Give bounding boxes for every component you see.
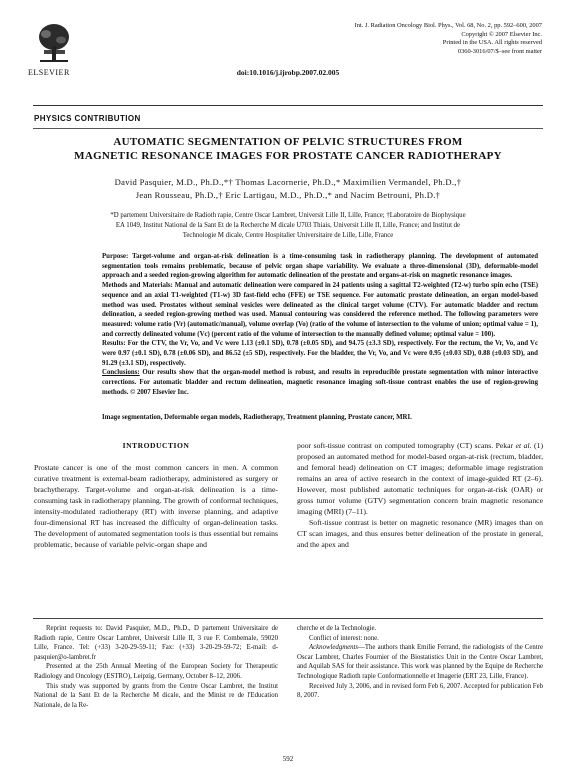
section-label: PHYSICS CONTRIBUTION: [34, 114, 141, 123]
title-line-1: AUTOMATIC SEGMENTATION OF PELVIC STRUCTURES FROM: [113, 136, 463, 148]
affiliation-line-1: *D partement Universitaire de Radioth rapie, Centre Oscar Lambret, Universit Lille II, Lille, France; †Laboratoire de Biophysique: [110, 212, 466, 219]
conflict-note: Conflict of interest: none.: [309, 634, 379, 642]
received-note: Received July 3, 2006, and in revised form Feb 6, 2007. Accepted for publication Feb 8, 2007.: [297, 682, 543, 700]
affiliation-line-2: EA 1049, Institut National de la Sant Et de la Recherche M dicale U703 Thiais, Universit Lille II, Lille, France; and Institut de: [115, 221, 461, 229]
abstract: [102, 252, 538, 398]
body-text-cont: (1) proposed an automated method for model-based organ-at-risk (rectum, bladder, and femoral head) delineation on CT images; deformable image registration remains an area of active research in the context of image-guided RT (2–6). However, most published automatic techniques for organ-at-risk (OAR) or gross tumor volume (GTV) segmentation concern brain magnetic resonance imaging (MRI) (7–11).: [297, 441, 544, 516]
affiliations: [44, 211, 532, 240]
ack-text: —The authors thank Emilie Ferrand, the radiologists of the Centre Oscar Lambret, Charles Fournier of the Biostatistics Unit in the Centre Oscar Lambret, and Aquilab SAS for their assistance. This work was planned by the Equipe de Recherche Technologique Radioth rapie Conformationnelle et Imagerie (ERT 23, Lille, France).: [297, 644, 543, 680]
reprint-requests: Reprint requests to: David Pasquier, M.D., Ph.D., D partement Universitaire de Radioth rapie, Centre Oscar Lambret, Universit Lille II, 3 rue F. Combemale, 59020 Lille, France. Tel: (+33) 3-20-29-59-11; Fax: (+33) 3-20-29-59-72; E-mail: d-pasquier@o-lambret.fr: [34, 625, 278, 661]
abstract-results: [102, 339, 538, 368]
methods-text: Manual and automatic delineation were compared in 24 patients using a sagittal T2-weighted (T2-w) turbo spin echo (TSE) sequence and an axial T1-weighted (T1-w) 3D fast-field echo (FFE) or TSE sequence. For automatic prostate delineation, an organ model-based method was used. Prostates without seminal vesicles were delineated as the clinical target volume (CTV). For automatic bladder and rectum delineation, a seeded region-growing method was used. Manual contouring was considered the reference method. The following parameters were measured: volume ratio (Vr) (automatic/manual), volume overlap (Vo) (ratio of the volume of intersection to the volume of union; optimal value = 1), and correctly delineated volume (Vc) (percent ratio of the volume of intersection to the manually defined volume; optimal value = 100).: [102, 282, 538, 338]
keywords: Image segmentation, Deformable organ models, Radiotherapy, Treatment planning, Prostate cancer, MRI.: [102, 414, 412, 421]
purpose-text: Target-volume and organ-at-risk delineation is a time-consuming task in radiotherapy planning. The development of automated segmentation tools remains problematic, because of pelvic organ shape variability. We evaluate a three-dimensional (3D), deformable-model approach and a seeded region-growing algorithm for automatic delineation of the prostate and organs-at-risk on magnetic resonance images.: [102, 253, 538, 280]
footnotes-left: [34, 624, 278, 710]
publisher-name: ELSEVIER: [28, 68, 70, 77]
abstract-methods: [102, 281, 538, 339]
presented-note: Presented at the 25th Annual Meeting of the European Society for Therapeutic Radiology and Oncology (ESTRO), Leipzig, Germany, October 8–12, 2006.: [34, 663, 278, 680]
abstract-conclusions: [102, 368, 538, 397]
article-title: [40, 136, 536, 163]
purpose-label: Purpose:: [102, 253, 129, 260]
body-paragraph: Soft-tissue contrast is better on magnetic resonance (MR) images than on CT scan images, and thus ensures better delineation of the prostate in general, and the apex and: [297, 518, 543, 549]
ack-label: Acknowledgments: [309, 644, 359, 652]
results-text: For the CTV, the Vr, Vo, and Vc were 1.13 (±0.1 SD), 0.78 (±0.05 SD), and 94.75 (±3.3 SD), respectively. For the rectum, the Vr, Vo, and Vc were 0.97 (±0.1 SD), 0.78 (±0.06 SD), and 86.52 (±5 SD), respectively. For the bladder, the Vr, Vo, and Vc were 0.95 (±0.03 SD), 0.88 (±0.03 SD), and 91.29 (±3.1 SD), respectively.: [102, 340, 538, 367]
authors-line-2: Jean Rousseau, Ph.D.,† Eric Lartigau, M.D., Ph.D.,* and Nacim Betrouni, Ph.D.†: [135, 189, 441, 200]
elsevier-tree-icon: [34, 20, 74, 68]
journal-info: [355, 22, 542, 56]
abstract-purpose: [102, 252, 538, 281]
acknowledgments: [297, 643, 543, 681]
affiliation-line-3: Technologie M dicale, Centre Hospitalier Universitaire de Lille, Lille, France: [182, 231, 394, 239]
elsevier-logo: [34, 20, 74, 68]
journal-citation: Int. J. Radiation Oncology Biol. Phys., Vol. 68, No. 2, pp. 592–600, 2007: [354, 22, 542, 29]
issn-line: 0360-3016/07/$–see front matter: [457, 47, 542, 55]
body-paragraph: Prostate cancer is one of the most common cancers in men. A common curative treatment is external-beam radiotherapy, administered as surgery or brachytherapy. Target-volume and organ-at-risk delineation is a time-consuming task in radiotherapy planning. The growth of conformal techniques, intensity-modulated radiotherapy (RT) with inverse planning, and adaptive four-dimensional RT has increased the difficulty of organ-delineation tasks. The development of automated segmentation tools is thus essential but remains problematic, because of variable pelvic-organ shape and: [34, 463, 278, 549]
page-number: 592: [282, 755, 294, 763]
author-list: [40, 176, 536, 201]
copyright-line: Copyright © 2007 Elsevier Inc.: [461, 30, 542, 38]
title-line-2: MAGNETIC RESONANCE IMAGES FOR PROSTATE CANCER RADIOTHERAPY: [74, 149, 502, 162]
authors-line-1: David Pasquier, M.D., Ph.D.,*† Thomas Lacornerie, Ph.D.,* Maximilien Vermandel, Ph.D.,†: [114, 177, 462, 187]
results-label: Results:: [102, 340, 126, 348]
section-divider: [33, 128, 543, 129]
introduction-heading: INTRODUCTION: [122, 441, 190, 450]
footnotes-right: [297, 624, 543, 701]
funding-continued: cherche et de la Technologie.: [297, 625, 377, 632]
etal-text: et al.: [515, 441, 532, 450]
body-column-right: [297, 440, 543, 550]
conclusions-label: Conclusions:: [102, 369, 140, 377]
funding-note: This study was supported by grants from the Centre Oscar Lambret, the Institut National de la Sant Et de la Recherche M dicale, and the Minist re de l'Education Nationale, de la Re-: [34, 682, 278, 709]
body-text: poor soft-tissue contrast on computed tomography (CT) scans. Pekar: [297, 441, 516, 450]
conclusions-text: Our results show that the organ-model method is robust, and results in reproducible prostate segmentation with minor interactive corrections. For automatic bladder and rectum delineation, magnetic resonance imaging soft-tissue contrast enables the use of region-growing methods. © 2007 Elsevier Inc.: [102, 369, 538, 396]
body-column-left: [34, 440, 278, 550]
body-paragraph-continued: [297, 440, 543, 517]
header-divider: [33, 105, 543, 106]
methods-label: Methods and Materials:: [102, 282, 173, 290]
doi-link[interactable]: doi:10.1016/j.ijrobp.2007.02.005: [236, 68, 340, 77]
footnote-divider: [33, 618, 543, 619]
printed-line: Printed in the USA. All rights reserved: [442, 39, 542, 47]
